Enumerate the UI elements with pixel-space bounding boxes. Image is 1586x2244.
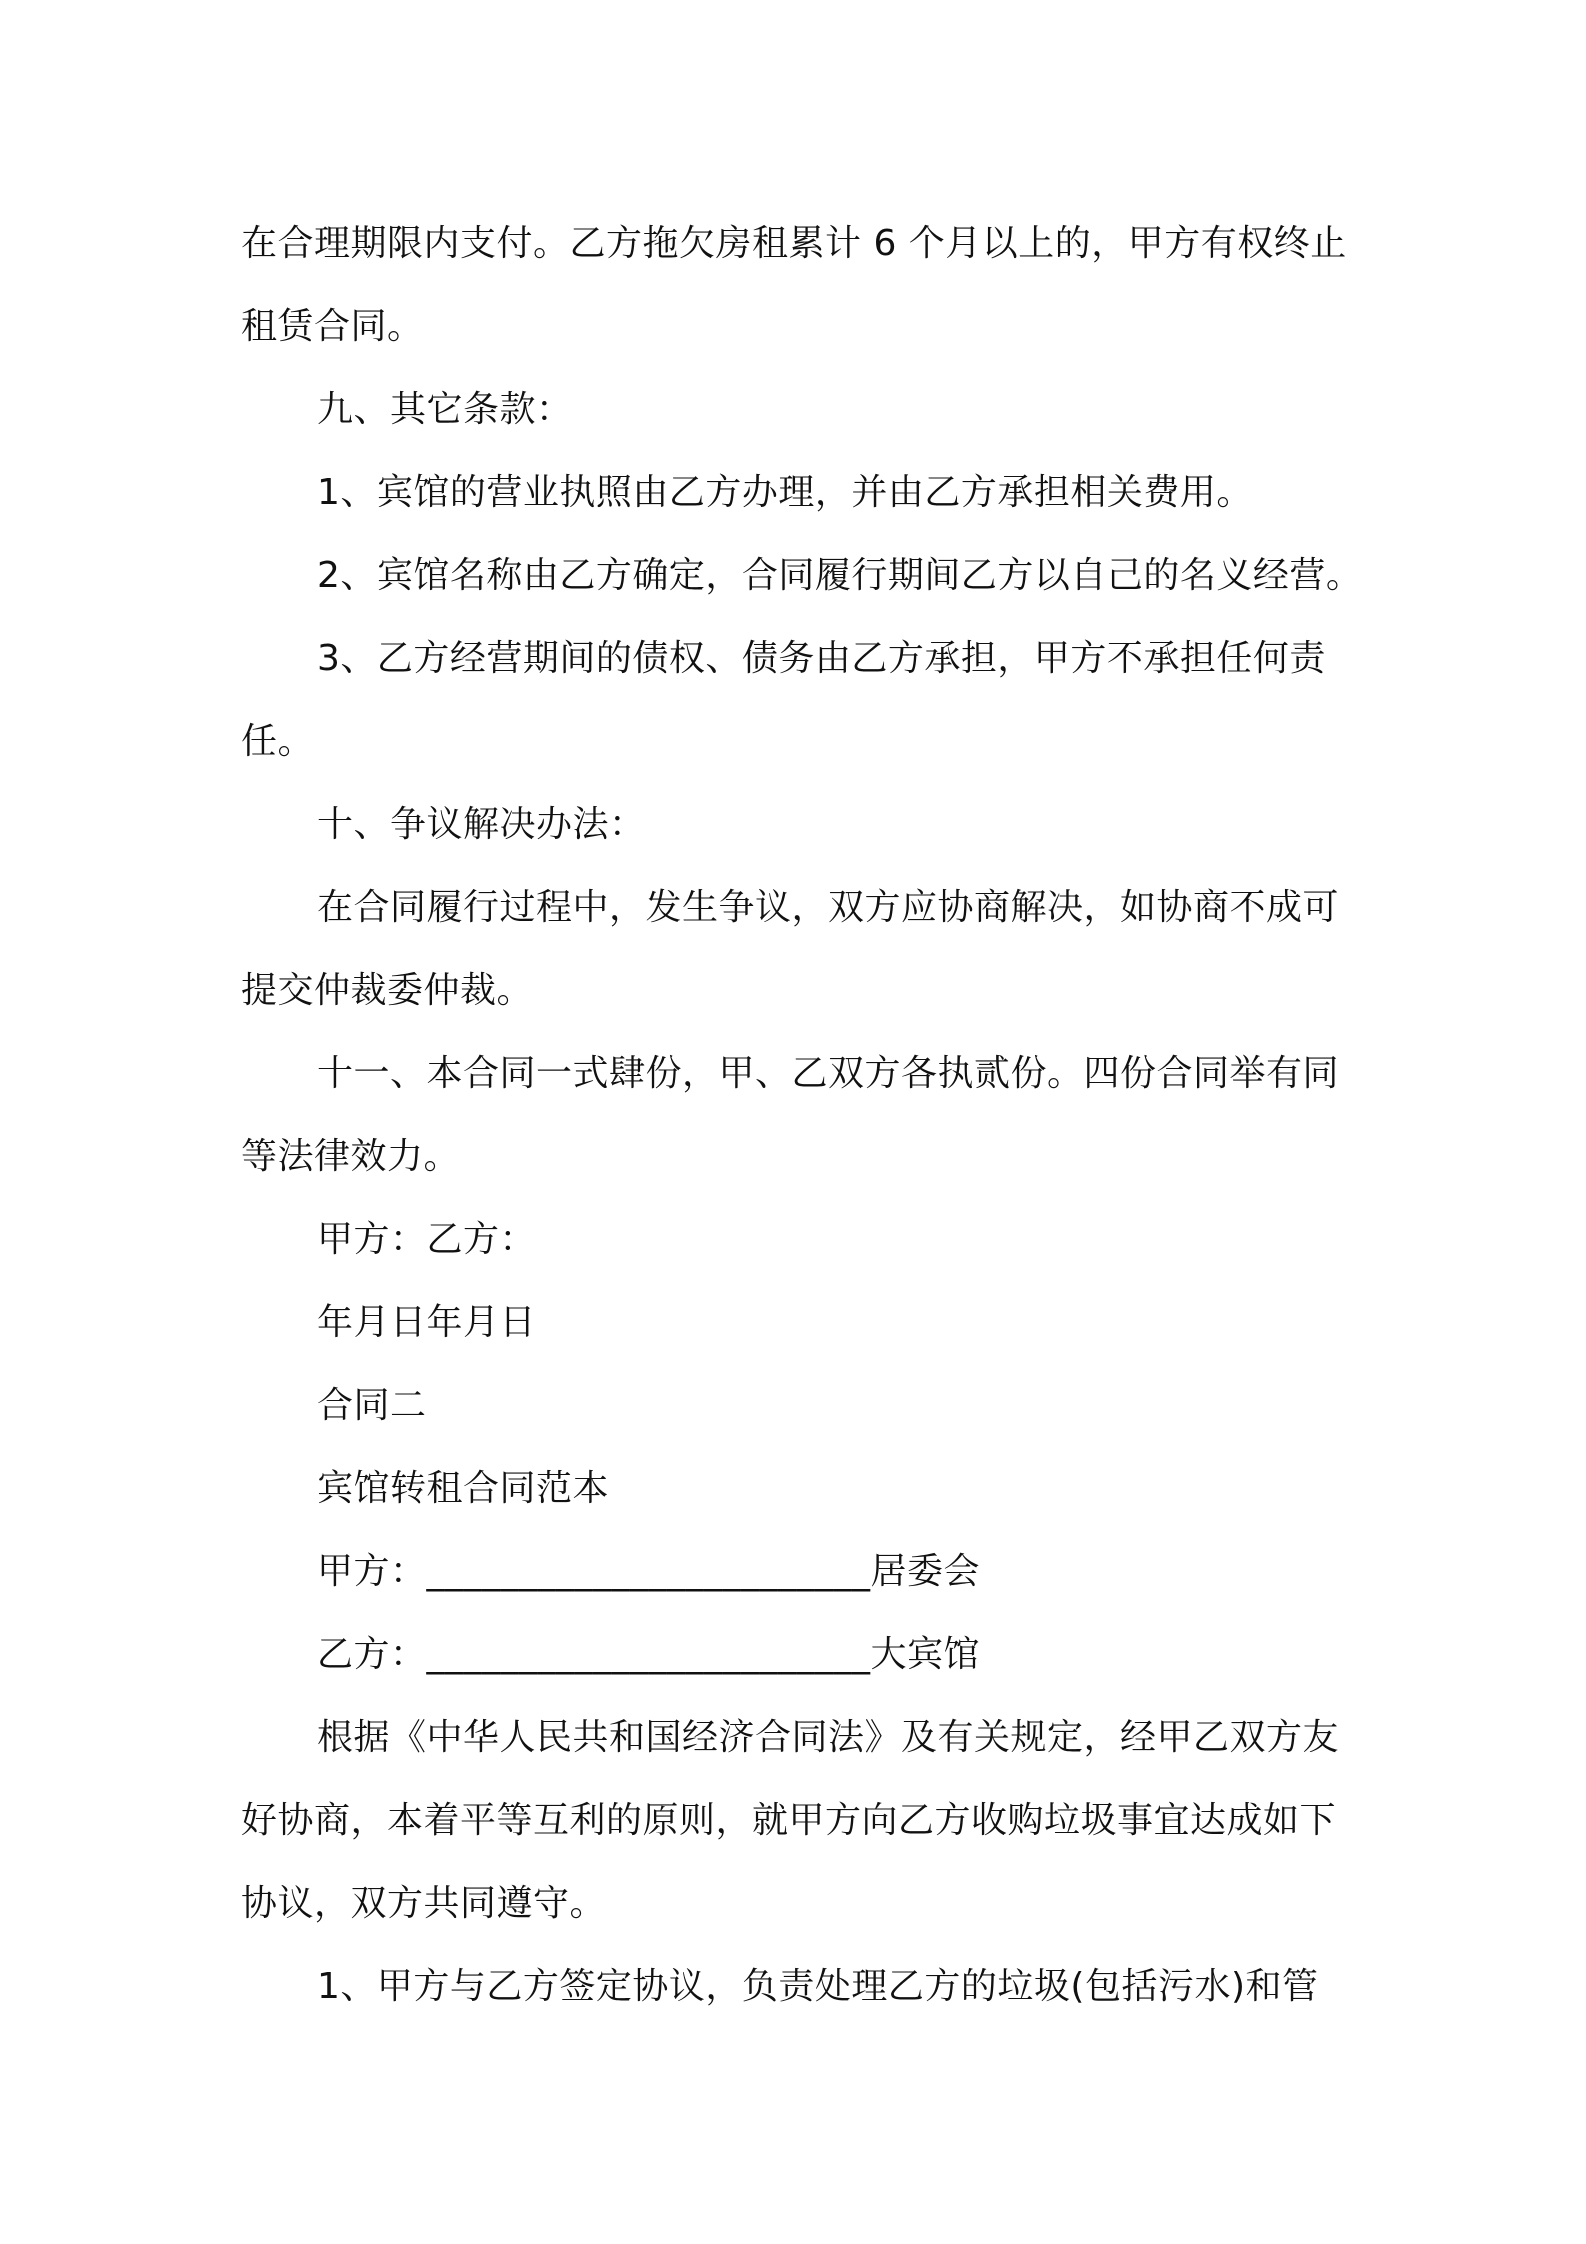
text-line-1: 在合理期限内支付。乙方拖欠房租累计 6 个月以上的，甲方有权终止 [241, 223, 1347, 264]
section-heading-10: 十、争议解决办法： [317, 804, 646, 845]
section-11: 十一、本合同一式肆份，甲、乙双方各执贰份。四份合同举有同 [317, 1053, 1340, 1094]
text-line-2: 租赁合同。 [241, 306, 424, 347]
preamble-paragraph-continued-1: 好协商，本着平等互利的原则，就甲方向乙方收购垃圾事宜达成如下 [241, 1800, 1337, 1841]
preamble-paragraph-continued-2: 协议，双方共同遵守。 [241, 1883, 607, 1924]
contract-two-title: 宾馆转租合同范本 [317, 1468, 610, 1509]
party-a-line: 甲方：________________________居委会 [317, 1551, 981, 1592]
clause-9-3-continued: 任。 [241, 721, 315, 762]
signature-parties: 甲方：乙方： [317, 1219, 537, 1260]
party-b-line: 乙方：________________________大宾馆 [317, 1634, 981, 1675]
clause-2-1: 1、甲方与乙方签定协议，负责处理乙方的垃圾(包括污水)和管 [317, 1966, 1319, 2007]
clause-9-3: 3、乙方经营期间的债权、债务由乙方承担，甲方不承担任何责 [317, 638, 1326, 679]
document-body [241, 202, 1371, 2028]
section-11-continued: 等法律效力。 [241, 1136, 461, 1177]
preamble-paragraph: 根据《中华人民共和国经济合同法》及有关规定，经甲乙双方友 [317, 1717, 1340, 1758]
clause-9-2: 2、宾馆名称由乙方确定，合同履行期间乙方以自己的名义经营。 [317, 555, 1363, 596]
section-heading-9: 九、其它条款： [317, 389, 573, 430]
dispute-paragraph-continued: 提交仲裁委仲裁。 [241, 970, 534, 1011]
clause-9-1: 1、宾馆的营业执照由乙方办理，并由乙方承担相关费用。 [317, 472, 1253, 513]
dispute-paragraph: 在合同履行过程中，发生争议，双方应协商解决，如协商不成可 [317, 887, 1340, 928]
signature-dates: 年月日年月日 [317, 1302, 537, 1343]
contract-two-heading: 合同二 [317, 1385, 427, 1426]
